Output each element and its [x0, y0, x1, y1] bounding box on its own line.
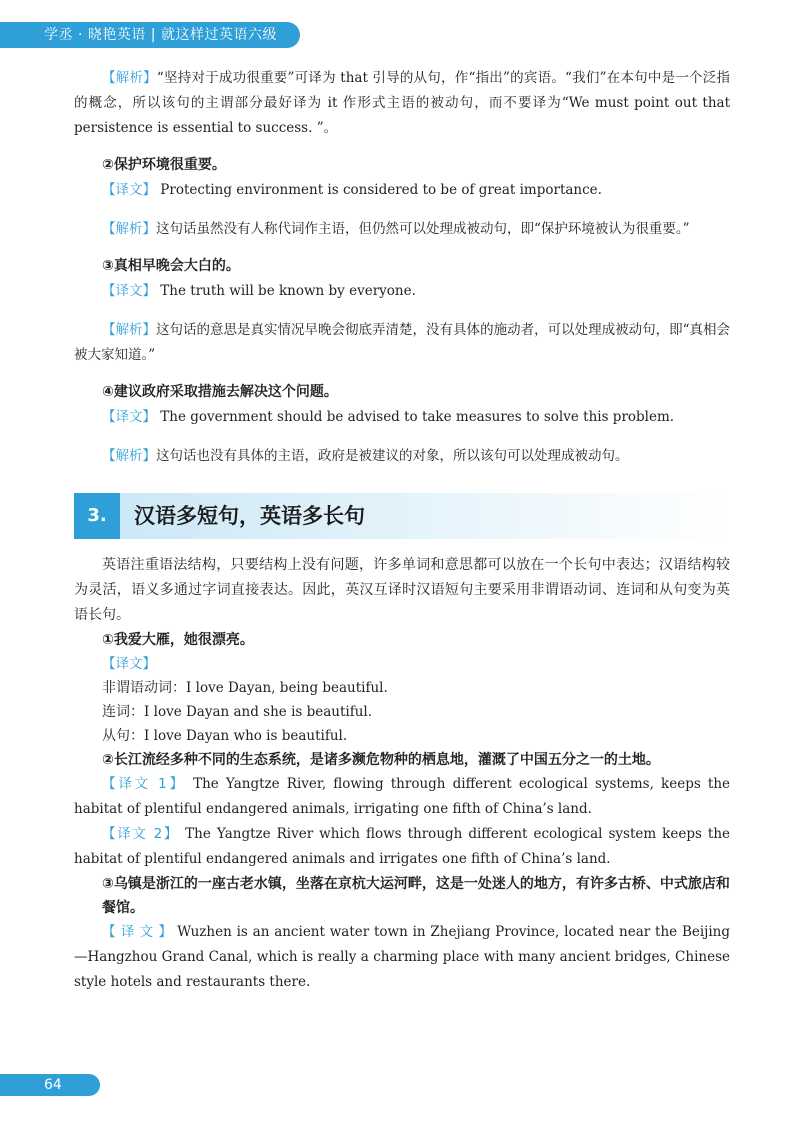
- analysis-text: 这句话的意思是真实情况早晚会彻底弄清楚，没有具体的施动者，可以处理成被动句，即“真相会被大家知道。”: [74, 322, 731, 363]
- analysis-text: “坚持对于成功很重要”可译为 that 引导的从句，作“指出”的宾语。“我们”在本句中是一个泛指的概念，所以该句的主谓部分最好译为 it 作形式主语的被动句，而不要译为“We must point out that persistence is essential to success. ”。: [74, 70, 730, 136]
- translation-label: 【译文】: [102, 182, 156, 198]
- translation-option: [74, 676, 730, 700]
- example-question: ③真相早晚会大白的。: [102, 258, 240, 274]
- translation-line: [74, 404, 730, 430]
- example-question: ③乌镇是浙江的一座古老水镇，坐落在京杭大运河畔，这是一处迷人的地方，有许多古桥、中式旅店和餐馆。: [102, 876, 730, 916]
- option-text: I love Dayan and she is beautiful.: [144, 704, 373, 720]
- translation-line: [74, 177, 730, 203]
- section-number: 3.: [74, 493, 120, 539]
- section-title: 汉语多短句，英语多长句: [134, 504, 365, 528]
- example-question: ④建议政府采取措施去解决这个问题。: [102, 384, 338, 400]
- analysis-paragraph: [74, 318, 730, 368]
- option-label: 从句：: [102, 728, 144, 744]
- analysis-paragraph: [74, 217, 730, 242]
- translation-text: The government should be advised to take measures to solve this problem.: [160, 409, 675, 425]
- translation-text: The Yangtze River, flowing through different ecological systems, keeps the habitat of plentiful endangered animals, irrigating one fifth of China’s land.: [74, 776, 730, 817]
- page-content: [74, 66, 730, 995]
- translation-text: The Yangtze River which flows through different ecological system keeps the habitat of plentiful endangered animals and irrigates one fifth of China’s land.: [74, 826, 730, 867]
- analysis-label: 【解析】: [102, 322, 157, 338]
- translation-paragraph: [74, 822, 730, 872]
- analysis-label: 【解析】: [102, 70, 157, 86]
- section-intro: 英语注重语法结构，只要结构上没有问题，许多单词和意思都可以放在一个长句中表达；汉语结构较为灵活，语义多通过字词直接表达。因此，英汉互译时汉语短句主要采用非谓语动词、连词和从句变为英语长句。: [74, 557, 730, 623]
- translation-label: 【 译 文 】: [102, 924, 173, 940]
- translation-option: [74, 724, 730, 748]
- analysis-paragraph: [74, 444, 730, 469]
- translation-label: 【译文】: [102, 656, 156, 672]
- header-title: 学丞 · 晓艳英语 | 就这样过英语六级: [0, 22, 300, 48]
- translation-line: [74, 278, 730, 304]
- analysis-text: 这句话也没有具体的主语，政府是被建议的对象，所以该句可以处理成被动句。: [156, 448, 629, 464]
- translation-text: Wuzhen is an ancient water town in Zhejiang Province, located near the Beijing—Hangzhou Grand Canal, which is really a charming place with many ancient bridges, Chinese style hotels and restaurants there.: [74, 924, 731, 990]
- translation-paragraph: [74, 920, 730, 995]
- page-number: 64: [0, 1074, 100, 1096]
- option-text: I love Dayan who is beautiful.: [144, 728, 348, 744]
- example-question: ①我爱大雁，她很漂亮。: [102, 632, 254, 648]
- analysis-label: 【解析】: [102, 221, 156, 237]
- option-label: 连词：: [102, 704, 144, 720]
- example-question: ②保护环境很重要。: [102, 157, 226, 173]
- translation-label-line: [74, 652, 730, 676]
- option-text: I love Dayan, being beautiful.: [186, 680, 388, 696]
- translation-text: Protecting environment is considered to be of great importance.: [160, 182, 602, 198]
- translation-text: The truth will be known by everyone.: [160, 283, 416, 299]
- translation-paragraph: [74, 772, 730, 822]
- option-label: 非谓语动词：: [102, 680, 186, 696]
- section-heading: [74, 493, 730, 539]
- example-question: ②长江流经多种不同的生态系统，是诸多濒危物种的栖息地，灌溉了中国五分之一的土地。: [102, 752, 660, 768]
- analysis-text: 这句话虽然没有人称代词作主语，但仍然可以处理成被动句，即“保护环境被认为很重要。”: [156, 221, 690, 237]
- translation-label: 【译文 1】: [102, 776, 186, 792]
- analysis-label: 【解析】: [102, 448, 156, 464]
- translation-label: 【译文】: [102, 283, 156, 299]
- translation-label: 【译文】: [102, 409, 156, 425]
- analysis-paragraph: [74, 66, 730, 141]
- translation-option: [74, 700, 730, 724]
- translation-label: 【译文 2】: [102, 826, 180, 842]
